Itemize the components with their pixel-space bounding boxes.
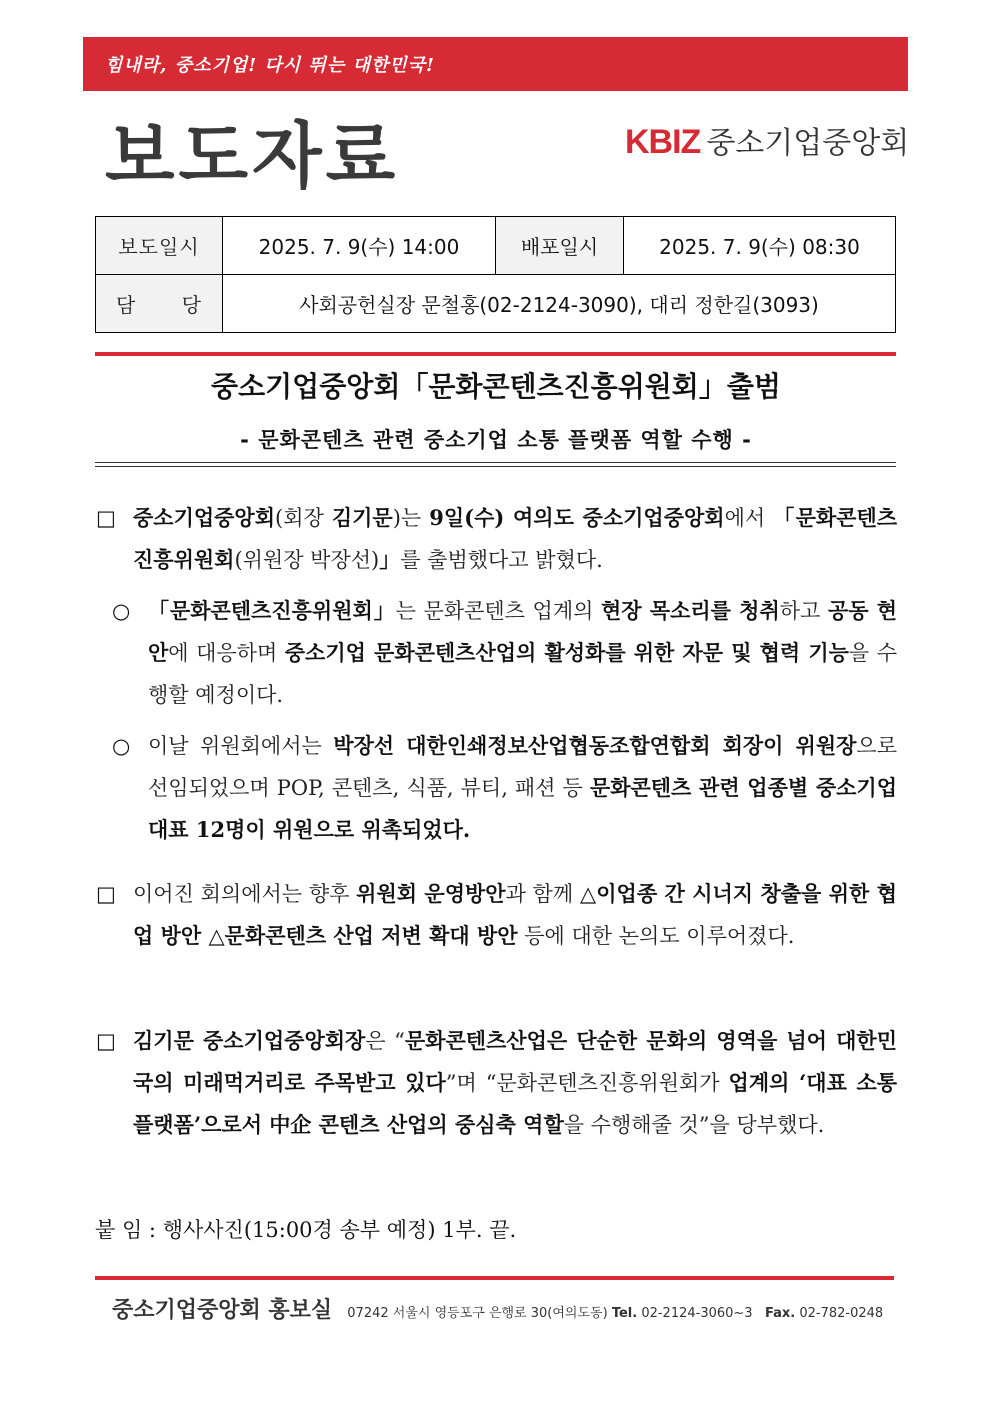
square-bullet-icon: □ (96, 1029, 116, 1053)
red-divider-top (95, 352, 896, 356)
paragraph-5: 김기문 중소기업중앙회장은 “문화콘텐츠산업은 단순한 문화의 영역을 넘어 대한민국의 미래먹거리로 주목받고 있다”며 “문화콘텐츠진흥위원회가 업계의 ‘대표 소통 플랫폼’으로서 中企 콘텐츠 산업의 중심축 역할을 수행해줄 것”을 당부했다. (133, 1028, 897, 1137)
distribute-value: 2025. 7. 9(수) 08:30 (624, 217, 896, 275)
top-banner (83, 37, 908, 91)
circle-bullet-icon: ○ (112, 734, 131, 758)
banner-slogan: 힘내라, 중소기업! 다시 뛰는 대한민국! (105, 55, 435, 76)
release-value: 2025. 7. 9(수) 14:00 (223, 217, 496, 275)
paragraph-3: 이날 위원회에서는 박장선 대한인쇄정보산업협동조합연합회 회장이 위원장으로 선임되었으며 POP, 콘텐츠, 식품, 뷰티, 패션 등 문화콘텐츠 관련 업종별 중소기업 대표 12명이 위원으로 위촉되었다. (148, 733, 897, 842)
paragraph-4: 이어진 회의에서는 향후 위원회 운영방안과 함께 △이업종 간 시너지 창출을 위한 협업 방안 △문화콘텐츠 산업 저변 확대 방안 등에 대한 논의도 이루어졌다. (133, 881, 897, 948)
footer-contact: 07242 서울시 영등포구 은행로 30(여의도동) Tel. 02-2124-3060~3 Fax. 02-782-0248 (347, 1306, 884, 1321)
attachment-text: 행사사진(15:00경 송부 예정) 1부. 끝. (162, 1218, 517, 1242)
square-bullet-icon: □ (96, 882, 116, 906)
release-info-table (95, 216, 896, 333)
circle-bullet-icon: ○ (112, 599, 131, 623)
footer-address: 07242 서울시 영등포구 은행로 30(여의도동) (347, 1306, 608, 1321)
red-divider-bottom (95, 1276, 894, 1280)
logo-mark: KBIZ (625, 123, 701, 161)
headline: 중소기업중앙회「문화콘텐츠진흥위원회」출범 (211, 370, 781, 403)
footer-fax: 02-782-0248 (799, 1306, 884, 1321)
release-row (96, 217, 896, 275)
logo-text: 중소기업중앙회 (706, 126, 910, 161)
subheadline: - 문화콘텐츠 관련 중소기업 소통 플랫폼 역할 수행 - (240, 428, 752, 452)
square-bullet-icon: □ (96, 506, 116, 530)
contact-row (96, 275, 896, 333)
contact-label-part2: 당 (181, 293, 202, 317)
release-label: 보도일시 (96, 217, 223, 275)
attachment-note (95, 1214, 516, 1244)
footer-tel: 02-2124-3060~3 (641, 1306, 753, 1321)
paragraph-2: 「문화콘텐츠진흥위원회」는 문화콘텐츠 업계의 현장 목소리를 청취하고 공동 현안에 대응하며 중소기업 문화콘텐츠산업의 활성화를 위한 자문 및 협력 기능을 수행할 예정이다. (148, 598, 898, 707)
distribute-label: 배포일시 (496, 217, 624, 275)
footer (112, 1293, 883, 1324)
contact-value: 사회공헌실장 문철홍(02-2124-3090), 대리 정한길(3093) (223, 275, 896, 333)
attachment-label: 붙 임 : (95, 1218, 156, 1242)
footer-org: 중소기업중앙회 홍보실 (112, 1298, 333, 1323)
contact-label (96, 275, 223, 333)
document-type-title: 보도자료 (105, 114, 400, 198)
kbiz-logo (625, 118, 909, 162)
paragraph-1: 중소기업중앙회(회장 김기문)는 9일(수) 여의도 중소기업중앙회에서 「문화콘텐츠진흥위원회(위원장 박장선)」를 출범했다고 밝혔다. (133, 505, 898, 572)
contact-label-part1: 담 (116, 293, 137, 317)
double-divider (95, 462, 896, 467)
